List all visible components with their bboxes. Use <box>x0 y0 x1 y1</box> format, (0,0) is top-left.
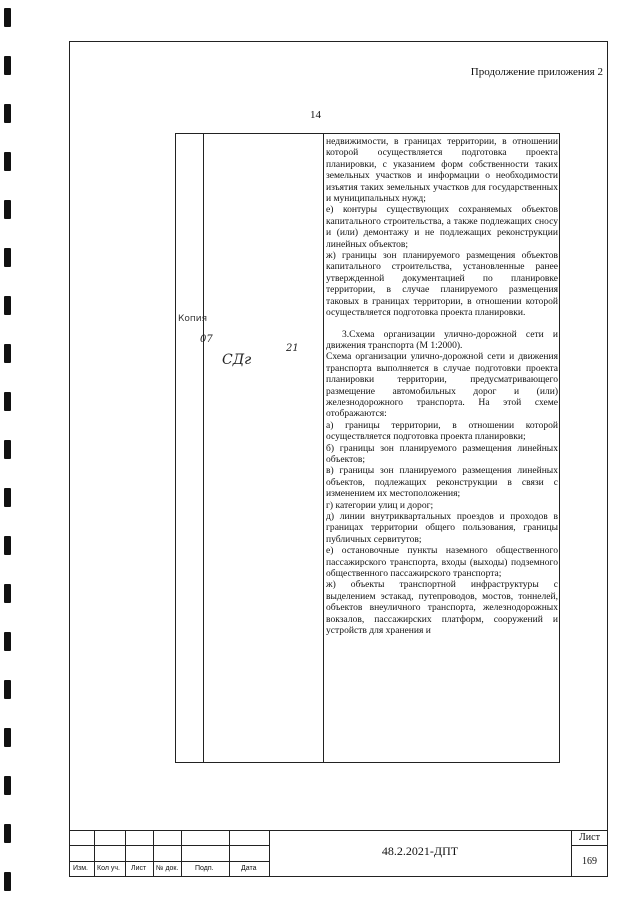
binding-marks <box>4 0 14 905</box>
sheet-label: Лист <box>579 832 600 843</box>
content-table <box>175 133 560 763</box>
paragraph: ж) границы зон планируемого размещения объектов капитального строительства, установленные ранее утвержденной документацией по планировке территории, в случае планируемого размещения таковых в границах территории, в отношении которой осуществляется подготовка проекта планировки. <box>326 250 558 319</box>
paragraph: в) границы зон планируемого размещения линейных объектов, подлежащих реконструкции в связи с изменением их местоположения; <box>326 465 558 500</box>
title-block-col-sheet: Лист <box>131 865 147 872</box>
stamp-line-copy: Копия <box>178 314 208 324</box>
paragraph: недвижимости, в границах территории, в отношении которой осуществляется подготовка проекта планировки, с указанием форм собственности таких земельных участков и информации о необходимости изъятия таких земельных участков для государственных и муниципальных нужд; <box>326 136 558 205</box>
section-heading: 3.Схема организации улично-дорожной сети и движения транспорта (М 1:2000). <box>326 328 558 351</box>
title-block-col-sign: Подп. <box>195 865 214 872</box>
document-code: 48.2.2021-ДПТ <box>381 844 459 858</box>
stamp-signature: СДг <box>222 352 252 368</box>
continuation-label: Продолжение приложения 2 <box>470 66 603 78</box>
title-block-col-doc: № док. <box>156 865 179 872</box>
table-column-divider <box>203 134 204 762</box>
paragraph: а) границы территории, в отношении которой осуществляется подготовка проекта планировки; <box>326 419 558 443</box>
sheet-number: 169 <box>582 856 597 867</box>
stamp-number: 21 <box>286 343 299 354</box>
title-block-col-count: Кол уч. <box>97 865 120 872</box>
paragraph: д) линии внутриквартальных проездов и проходов в границах территории общего пользования, границы публичных сервитутов; <box>326 511 558 545</box>
paragraph: Схема организации улично-дорожной сети и движения транспорта выполняется в случае подготовки проекта планировки территории, предусматривающего размещение автомобильных дорог и (или) железнодорожного транспорта. На этой схеме отображаются: <box>326 351 558 420</box>
paragraph: б) границы зон планируемого размещения линейных объектов; <box>326 442 558 465</box>
table-text-cell <box>326 136 558 636</box>
title-block-col-date: Дата <box>241 865 257 872</box>
table-column-divider <box>323 134 324 762</box>
stamp-date-fragment: 07 <box>200 334 213 345</box>
page-number: 14 <box>310 109 321 121</box>
paragraph: г) категории улиц и дорог; <box>326 499 434 511</box>
paragraph: е) остановочные пункты наземного общественного пассажирского транспорта, входы (выходы) подземного общественного пассажирского транспорта; <box>326 545 558 580</box>
paragraph: ж) объекты транспортной инфраструктуры с выделением эстакад, путепроводов, мостов, тоннелей, объектов внеуличного транспорта, железнодорожных вокзалов, пассажирских платформ, сооружений и устройств для хранения и <box>326 579 558 637</box>
title-block <box>69 830 608 877</box>
title-block-col-change: Изм. <box>73 865 88 872</box>
paragraph: е) контуры существующих сохраняемых объектов капитального строительства, а также подлежащих сносу и (или) демонтажу и не подлежащих реконструкции линейных объектов; <box>326 204 558 250</box>
